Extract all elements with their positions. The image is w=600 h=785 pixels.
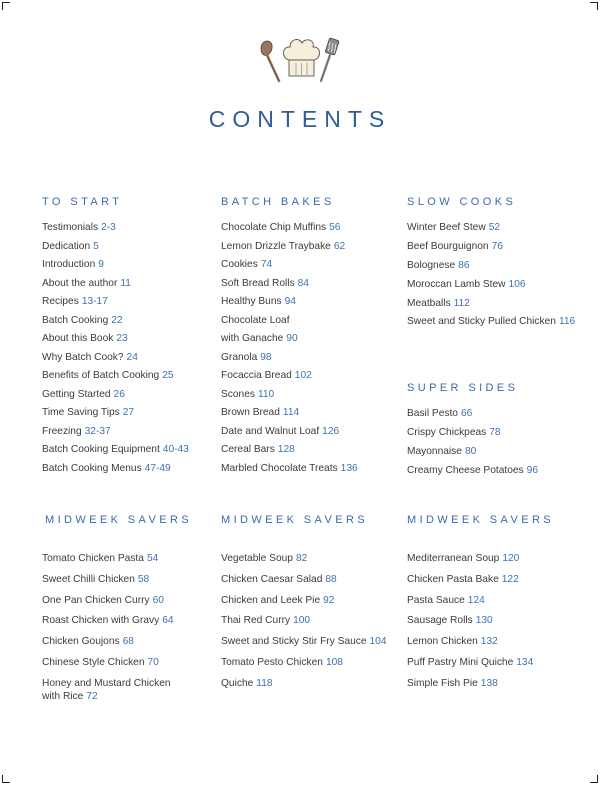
toc-entry-label: Cereal Bars (221, 444, 275, 455)
toc-page-number: 136 (340, 462, 358, 474)
toc-entry[interactable] (407, 408, 587, 421)
toc-entry-label: Meatballs (407, 297, 451, 309)
toc-entry-continuation[interactable] (42, 691, 222, 704)
toc-page-number: 100 (293, 615, 311, 627)
toc-entry-label: Bolognese (407, 259, 456, 271)
toc-page-number: 2-3 (101, 222, 116, 233)
section-heading: MIDWEEK SAVERS (407, 514, 555, 526)
toc-entry-label: Roast Chicken with Gravy (42, 615, 160, 627)
toc-entry[interactable] (42, 574, 222, 587)
toc-entry-label: About the author (42, 277, 118, 289)
super-sides-section (407, 381, 587, 484)
toc-entry-label: Creamy Cheese Potatoes (407, 464, 524, 476)
toc-entry[interactable] (407, 316, 587, 329)
crop-mark-bottom-left (2, 775, 10, 783)
toc-entry-label: Brown Bread (221, 407, 280, 418)
toc-entry-label: Moroccan Lamb Stew (407, 278, 506, 290)
slotted-turner-icon (321, 38, 339, 81)
toc-entry[interactable] (407, 298, 587, 311)
toc-entry[interactable] (221, 315, 401, 328)
toc-entry[interactable] (42, 389, 222, 402)
toc-entry-label: Quiche (221, 677, 254, 689)
toc-entry[interactable] (407, 446, 587, 459)
toc-entry[interactable] (221, 278, 401, 291)
toc-page-number: 74 (260, 259, 273, 270)
toc-page-number: 112 (453, 297, 470, 309)
toc-page-number: 88 (325, 573, 337, 585)
toc-entry[interactable] (407, 615, 587, 628)
toc-page-number: 27 (122, 407, 135, 418)
toc-page-number: 25 (162, 370, 174, 381)
toc-entry[interactable] (221, 370, 401, 383)
toc-entry[interactable] (221, 426, 401, 439)
toc-entry[interactable] (42, 296, 222, 309)
toc-entry[interactable] (221, 636, 401, 649)
toc-page-number: 72 (86, 691, 98, 703)
toc-entry-label: Granola (221, 351, 258, 363)
toc-page-number: 98 (260, 351, 272, 363)
toc-entry[interactable] (42, 241, 222, 254)
toc-entry-label: Cookies (221, 259, 258, 270)
toc-entry-label: with Ganache (221, 333, 284, 344)
toc-page-number: 110 (257, 388, 275, 400)
toc-entry-label: Winter Beef Stew (407, 222, 486, 233)
toc-entry[interactable] (221, 574, 401, 587)
toc-entry[interactable] (221, 333, 401, 346)
section-heading: MIDWEEK SAVERS (45, 514, 193, 526)
toc-entry[interactable] (407, 465, 587, 478)
kitchen-logo (255, 36, 345, 86)
section-heading: MIDWEEK SAVERS (221, 514, 369, 526)
toc-page-number: 116 (558, 316, 576, 328)
toc-page-number: 5 (93, 240, 99, 252)
toc-entry[interactable] (407, 241, 587, 254)
toc-page-number: 64 (162, 615, 174, 627)
toc-page-number: 134 (516, 656, 534, 668)
toc-page-number: 114 (282, 407, 300, 418)
toc-page-number: 94 (284, 296, 296, 307)
toc-page-number: 58 (137, 573, 150, 585)
toc-entry[interactable] (221, 296, 401, 309)
toc-entry-label: Freezing (42, 425, 82, 437)
toc-page-number: 24 (126, 351, 138, 363)
toc-entry-label: Mayonnaise (407, 445, 462, 457)
toc-page-number: 78 (489, 426, 501, 438)
toc-page-number: 106 (508, 278, 526, 290)
page-title: CONTENTS (208, 106, 392, 132)
toc-entry-label: Soft Bread Rolls (221, 277, 295, 289)
toc-entry[interactable] (42, 444, 222, 457)
toc-page-number: 128 (277, 444, 295, 455)
toc-entry-label: Introduction (42, 259, 96, 270)
toc-page-number: 52 (488, 222, 501, 233)
toc-page-number: 138 (480, 677, 498, 689)
toc-entry[interactable] (42, 595, 222, 608)
toc-entry[interactable] (221, 444, 401, 457)
toc-page-number: 122 (501, 573, 519, 585)
toc-entry-label: Testimonials (42, 222, 99, 233)
to-start-section (42, 195, 222, 481)
toc-entry-label: Sweet and Sticky Pulled Chicken (407, 316, 556, 328)
toc-entry-label: with Rice (42, 691, 84, 703)
toc-page-number: 13-17 (81, 296, 108, 307)
toc-page-number: 82 (295, 553, 308, 564)
toc-page-number: 132 (480, 636, 498, 648)
slow-cooks-section (407, 195, 587, 335)
toc-page-number: 68 (122, 636, 134, 648)
batch-bakes-section (221, 195, 401, 481)
toc-page-number: 118 (256, 677, 273, 689)
toc-entry[interactable] (221, 553, 401, 566)
toc-page-number: 40-43 (162, 444, 189, 455)
toc-entry[interactable] (42, 636, 222, 649)
toc-entry[interactable] (221, 222, 401, 235)
toc-entry-label: Chicken Caesar Salad (221, 573, 323, 585)
toc-page-number: 108 (325, 656, 343, 668)
toc-entry[interactable] (221, 259, 401, 272)
toc-entry-label: Sweet Chilli Chicken (42, 573, 135, 585)
toc-entry-label: Lemon Chicken (407, 636, 478, 648)
toc-page-number: 22 (111, 314, 123, 326)
toc-entry-label: One Pan Chicken Curry (42, 594, 150, 606)
toc-entry-label: Benefits of Batch Cooking (42, 370, 160, 381)
toc-entry-label: Honey and Mustard Chicken (42, 677, 171, 689)
toc-entry-label: Chocolate Chip Muffins (221, 222, 327, 233)
toc-entry[interactable] (407, 574, 587, 587)
toc-entry-label: Beef Bourguignon (407, 240, 489, 252)
toc-entry[interactable] (42, 407, 222, 420)
toc-page-number: 23 (116, 333, 128, 344)
toc-entry-label: Tomato Chicken Pasta (42, 553, 144, 564)
toc-page-number: 126 (322, 425, 340, 437)
toc-page-number: 120 (502, 553, 520, 564)
toc-entry-label: Chicken Goujons (42, 636, 120, 648)
toc-entry-label: Getting Started (42, 388, 111, 400)
midweek-savers-section-3 (407, 513, 587, 699)
toc-entry[interactable] (221, 352, 401, 365)
section-heading: SLOW COOKS (407, 196, 517, 208)
crop-mark-top-left (2, 2, 10, 10)
crop-mark-bottom-right (590, 775, 598, 783)
toc-page-number: 70 (147, 656, 159, 668)
midweek-savers-section-1 (42, 513, 222, 710)
toc-entry-label: Date and Walnut Loaf (221, 425, 320, 437)
toc-entry-label: Tomato Pesto Chicken (221, 656, 323, 668)
toc-entry-label: Puff Pastry Mini Quiche (407, 656, 514, 668)
toc-page-number: 26 (113, 388, 125, 400)
toc-page-number: 90 (286, 333, 298, 344)
toc-entry[interactable] (221, 407, 401, 420)
toc-entry-label: Mediterranean Soup (407, 553, 500, 564)
toc-page-number: 86 (458, 259, 470, 271)
toc-page-number: 92 (323, 594, 335, 606)
toc-page-number: 9 (98, 259, 104, 270)
toc-page-number: 47-49 (144, 462, 171, 474)
toc-entry[interactable] (42, 333, 222, 346)
toc-entry[interactable] (42, 615, 222, 628)
toc-page-number: 124 (467, 594, 485, 606)
section-heading: TO START (42, 196, 123, 208)
toc-page-number: 104 (369, 636, 387, 648)
toc-entry[interactable] (42, 315, 222, 328)
toc-entry-label: Vegetable Soup (221, 553, 293, 564)
toc-entry[interactable] (407, 427, 587, 440)
toc-entry[interactable] (42, 370, 222, 383)
toc-entry[interactable] (221, 463, 401, 476)
toc-page-number: 80 (464, 445, 477, 457)
toc-entry[interactable] (42, 352, 222, 365)
toc-page-number: 32-37 (84, 425, 111, 437)
toc-entry[interactable] (42, 222, 222, 235)
toc-entry-label: Crispy Chickpeas (407, 426, 487, 438)
toc-entry[interactable] (407, 279, 587, 292)
toc-entry-label: Lemon Drizzle Traybake (221, 240, 331, 252)
toc-entry-label: Batch Cooking Menus (42, 462, 142, 474)
toc-entry-label: Simple Fish Pie (407, 677, 478, 689)
toc-entry[interactable] (407, 678, 587, 691)
toc-entry[interactable] (407, 260, 587, 273)
toc-entry-label: Sausage Rolls (407, 615, 473, 627)
toc-entry-label: Scones (221, 388, 255, 400)
toc-entry[interactable] (407, 595, 587, 608)
section-heading: BATCH BAKES (221, 196, 335, 208)
toc-entry[interactable] (221, 678, 401, 691)
toc-page-number: 54 (146, 553, 159, 564)
toc-entry[interactable] (221, 657, 401, 670)
toc-entry-label: Chicken Pasta Bake (407, 573, 499, 585)
toc-entry-label: Time Saving Tips (42, 407, 120, 418)
section-heading: SUPER SIDES (407, 382, 519, 394)
toc-entry[interactable] (221, 595, 401, 608)
toc-entry-label: About this Book (42, 333, 114, 344)
toc-entry[interactable] (42, 553, 222, 566)
toc-page-number: 96 (526, 464, 538, 476)
toc-page-number: 66 (460, 408, 473, 419)
toc-entry[interactable] (221, 615, 401, 628)
toc-entry[interactable] (42, 426, 222, 439)
toc-entry-label: Pasta Sauce (407, 594, 465, 606)
toc-entry-label: Dedication (42, 240, 91, 252)
toc-page-number: 130 (475, 615, 493, 627)
toc-entry-label: Focaccia Bread (221, 370, 292, 381)
toc-entry-label: Sweet and Sticky Stir Fry Sauce (221, 636, 367, 648)
toc-entry-label: Chocolate Loaf (221, 314, 290, 326)
toc-page-number: 102 (294, 370, 312, 381)
toc-entry[interactable] (42, 678, 222, 691)
toc-entry[interactable] (42, 259, 222, 272)
spatula-icon (261, 41, 279, 81)
toc-entry-label: Recipes (42, 296, 79, 307)
toc-entry[interactable] (407, 657, 587, 670)
toc-page-number: 76 (491, 240, 503, 252)
toc-page-number: 60 (152, 594, 164, 606)
toc-entry[interactable] (221, 389, 401, 402)
toc-entry[interactable] (42, 463, 222, 476)
toc-entry-label: Why Batch Cook? (42, 351, 124, 363)
toc-entry-label: Thai Red Curry (221, 615, 291, 627)
toc-entry-label: Basil Pesto (407, 408, 458, 419)
toc-entry[interactable] (407, 222, 587, 235)
toc-entry[interactable] (221, 241, 401, 254)
toc-entry-label: Batch Cooking Equipment (42, 444, 160, 455)
toc-entry-label: Chicken and Leek Pie (221, 594, 321, 606)
toc-page-number: 56 (329, 222, 341, 233)
toc-entry[interactable] (407, 636, 587, 649)
toc-entry[interactable] (42, 657, 222, 670)
midweek-savers-section-2 (221, 513, 401, 699)
toc-page-number: 84 (297, 277, 309, 289)
toc-entry-label: Chinese Style Chicken (42, 656, 145, 668)
toc-page-number: 62 (333, 240, 346, 252)
toc-entry-label: Marbled Chocolate Treats (221, 462, 338, 474)
toc-entry[interactable] (407, 553, 587, 566)
toc-entry[interactable] (42, 278, 222, 291)
toc-entry-label: Batch Cooking (42, 314, 109, 326)
toc-page-number: 11 (120, 277, 131, 289)
crop-mark-top-right (590, 2, 598, 10)
chef-hat-icon (283, 40, 319, 76)
toc-entry-label: Healthy Buns (221, 296, 282, 307)
